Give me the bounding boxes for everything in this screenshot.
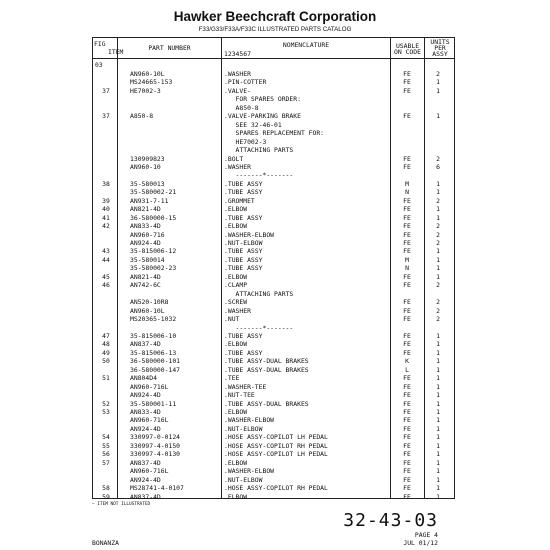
usable-on-code: FE <box>403 467 411 476</box>
nomenclature: .WASHER-ELBOW <box>224 467 275 476</box>
item-number: 37 <box>102 86 110 95</box>
item-number: 40 <box>102 205 110 214</box>
part-number: AN742-6C <box>130 281 161 290</box>
part-number: AN837-4D <box>130 458 161 467</box>
item-number: 51 <box>102 374 110 383</box>
nomenclature: .TUBE ASSY <box>224 264 263 273</box>
table-row <box>92 239 455 247</box>
item-number: 55 <box>102 441 110 450</box>
usable-on-code: FE <box>403 272 411 281</box>
part-number: AN960-10L <box>130 306 165 315</box>
usable-on-code: FE <box>403 391 411 400</box>
table-row <box>92 459 455 467</box>
table-row <box>92 247 455 255</box>
part-number: 330997-4-0130 <box>130 450 181 459</box>
usable-on-code: FE <box>403 112 411 121</box>
usable-on-code: FE <box>403 281 411 290</box>
part-number: MS28741-4-0107 <box>130 484 184 493</box>
units-per-assy: 2 <box>436 222 440 231</box>
units-per-assy: 2 <box>436 239 440 247</box>
nomenclature: .ELBOW <box>224 458 248 467</box>
table-row <box>92 391 455 399</box>
table-row <box>92 95 455 103</box>
nomenclature: .WASHER <box>224 70 251 78</box>
units-per-assy: 1 <box>436 365 440 374</box>
units-per-assy: 2 <box>436 315 440 324</box>
nomenclature: FOR SPARES ORDER: <box>224 95 301 104</box>
usable-on-code: FE <box>403 399 411 408</box>
item-number: 58 <box>102 484 110 493</box>
col-nomenclature-label: NOMENCLATURE <box>282 41 330 49</box>
nomenclature: .ELBOW <box>224 408 248 416</box>
nomenclature: .VALVE- <box>224 86 251 95</box>
table-row <box>92 146 455 154</box>
part-number: AN924-4D <box>130 424 161 433</box>
units-per-assy: 2 <box>436 196 440 205</box>
units-per-assy: 2 <box>436 230 440 239</box>
nomenclature: .GROMMET <box>224 196 255 205</box>
usable-on-code: L <box>405 365 409 374</box>
table-row <box>92 155 455 163</box>
units-per-assy: 1 <box>436 247 440 256</box>
units-per-assy: 1 <box>436 416 440 425</box>
col-item-label: ITEM <box>108 48 124 56</box>
footnote: — ITEM NOT ILLUSTRATED <box>92 502 151 507</box>
item-number: 43 <box>102 247 110 256</box>
item-number: 38 <box>102 179 110 188</box>
part-number: AN960-716L <box>130 416 169 425</box>
nomenclature: SEE 32-46-01 <box>224 120 282 129</box>
table-row <box>92 171 455 179</box>
table-row <box>92 450 455 458</box>
units-per-assy: 1 <box>436 382 440 391</box>
part-number: 35-580013 <box>130 179 165 188</box>
nomenclature: .ELBOW <box>224 205 248 214</box>
table-row <box>92 197 455 205</box>
units-per-assy: 6 <box>436 162 440 171</box>
item-number: 39 <box>102 196 110 205</box>
units-per-assy: 2 <box>436 306 440 315</box>
nomenclature: .WASHER-ELBOW <box>224 416 275 425</box>
table-row <box>92 408 455 416</box>
nomenclature: .HOSE ASSY-COPILOT RH PEDAL <box>224 441 328 450</box>
item-number: 52 <box>102 399 110 408</box>
nomenclature: .ELBOW <box>224 340 248 349</box>
usable-on-code: FE <box>403 70 411 78</box>
usable-on-code: FE <box>403 298 411 307</box>
usable-on-code: FE <box>403 239 411 247</box>
item-number: 37 <box>102 112 110 121</box>
table-row <box>92 180 455 188</box>
usable-on-code: FE <box>403 492 411 501</box>
nomenclature: .VALVE-PARKING BRAKE <box>224 112 301 121</box>
col-assy-label: ASSY <box>432 50 448 58</box>
part-number: AN924-4D <box>130 391 161 400</box>
usable-on-code: FE <box>403 154 411 163</box>
table-row <box>92 416 455 424</box>
col-per-label: PER <box>434 44 446 52</box>
part-number: AN931-7-11 <box>130 196 169 205</box>
units-per-assy: 1 <box>436 450 440 459</box>
nomenclature: .HOSE ASSY-COPILOT RH PEDAL <box>224 484 328 493</box>
aircraft-model: BONANZA <box>92 539 119 547</box>
nomenclature: .NUT-ELBOW <box>224 424 263 433</box>
table-row <box>92 78 455 86</box>
nomenclature: .SCREW <box>224 298 248 307</box>
units-per-assy: 1 <box>436 78 440 87</box>
nomenclature: .TUBE ASSY <box>224 255 263 264</box>
item-number: 57 <box>102 458 110 467</box>
item-number: 41 <box>102 213 110 222</box>
nomenclature: .WASHER <box>224 306 251 315</box>
nomenclature: .ELBOW <box>224 492 248 501</box>
item-number: 47 <box>102 331 110 340</box>
units-per-assy: 2 <box>436 70 440 78</box>
part-number: 36-580000-147 <box>130 365 181 374</box>
usable-on-code: FE <box>403 450 411 459</box>
col-part-number-label: PART NUMBER <box>148 44 191 52</box>
table-row <box>92 324 455 332</box>
nomenclature: .NUT-TEE <box>224 391 255 400</box>
usable-on-code: M <box>405 255 409 264</box>
item-number: 42 <box>102 222 110 231</box>
units-per-assy: 1 <box>436 467 440 476</box>
part-number: 330997-0-0124 <box>130 433 181 442</box>
item-number: 46 <box>102 281 110 290</box>
units-per-assy: 1 <box>436 205 440 214</box>
col-on-code-label: ON CODE <box>394 48 421 56</box>
catalog-subtitle: F33/G33/F33A/F33C ILLUSTRATED PARTS CATALOG <box>198 26 352 33</box>
units-per-assy: 1 <box>436 331 440 340</box>
usable-on-code: FE <box>403 205 411 214</box>
part-number: 35-815006-10 <box>130 331 177 340</box>
units-per-assy: 1 <box>436 408 440 416</box>
table-row <box>92 281 455 289</box>
table-row <box>92 383 455 391</box>
header-divider <box>92 58 455 59</box>
usable-on-code: FE <box>403 433 411 442</box>
nomenclature: ATTACHING PARTS <box>224 146 294 155</box>
table-row <box>92 104 455 112</box>
nomenclature: ATTACHING PARTS <box>224 289 294 298</box>
table-row <box>92 129 455 137</box>
nomenclature: .HOSE ASSY-COPILOT LH PEDAL <box>224 433 328 442</box>
part-number: AN804D4 <box>130 374 157 383</box>
part-number: 35-580002-23 <box>130 264 177 273</box>
nomenclature: .HOSE ASSY-COPILOT LH PEDAL <box>224 450 328 459</box>
item-number: 49 <box>102 348 110 357</box>
units-per-assy: 1 <box>436 374 440 383</box>
usable-on-code: FE <box>403 213 411 222</box>
units-per-assy: 1 <box>436 433 440 442</box>
col-usable-label: USABLE <box>395 42 420 50</box>
units-per-assy: 1 <box>436 484 440 493</box>
nomenclature: .TUBE ASSY-DUAL BRAKES <box>224 399 309 408</box>
col-units-label: UNITS <box>430 38 450 46</box>
item-number: 53 <box>102 408 110 416</box>
units-per-assy: 1 <box>436 112 440 121</box>
table-row <box>92 256 455 264</box>
nomenclature: .WASHER-ELBOW <box>224 230 275 239</box>
usable-on-code: FE <box>403 222 411 231</box>
table-row <box>92 433 455 441</box>
usable-on-code: FE <box>403 484 411 493</box>
item-number: 50 <box>102 357 110 366</box>
usable-on-code: FE <box>403 348 411 357</box>
units-per-assy: 1 <box>436 475 440 484</box>
units-per-assy: 1 <box>436 188 440 197</box>
part-number: AN520-10R8 <box>130 298 169 307</box>
usable-on-code: K <box>405 357 409 366</box>
nomenclature: .PIN-COTTER <box>224 78 267 87</box>
nomenclature: .TUBE ASSY <box>224 188 263 197</box>
part-number: 36-580000-101 <box>130 357 181 366</box>
document-number: 32-43-03 <box>343 510 438 531</box>
units-per-assy: 1 <box>436 213 440 222</box>
nomenclature: .TUBE ASSY <box>224 213 263 222</box>
table-row <box>92 467 455 475</box>
table-row <box>92 273 455 281</box>
nomenclature: .TUBE ASSY-DUAL BRAKES <box>224 365 309 374</box>
usable-on-code: FE <box>403 247 411 256</box>
item-number: 54 <box>102 433 110 442</box>
nomenclature: .TUBE ASSY <box>224 348 263 357</box>
usable-on-code: M <box>405 179 409 188</box>
part-number: AN960-10 <box>130 162 161 171</box>
units-per-assy: 2 <box>436 154 440 163</box>
usable-on-code: FE <box>403 331 411 340</box>
part-number: AN924-4D <box>130 239 161 247</box>
nomenclature: -------*------- <box>224 171 294 180</box>
part-number: 35-815006-13 <box>130 348 177 357</box>
units-per-assy: 1 <box>436 179 440 188</box>
nomenclature: .TUBE ASSY <box>224 331 263 340</box>
table-row <box>92 264 455 272</box>
units-per-assy: 1 <box>436 492 440 501</box>
table-row <box>92 188 455 196</box>
item-number: 44 <box>102 255 110 264</box>
table-row <box>92 484 455 492</box>
part-number: MS24665-153 <box>130 78 173 87</box>
nomenclature: A850-8 <box>224 103 259 112</box>
usable-on-code: FE <box>403 382 411 391</box>
table-row <box>92 87 455 95</box>
usable-on-code: FE <box>403 162 411 171</box>
part-number: AN960-716L <box>130 467 169 476</box>
table-row <box>92 163 455 171</box>
part-number: AN960-10L <box>130 70 165 78</box>
revision-date: JUL 01/12 <box>403 539 438 547</box>
table-row <box>92 231 455 239</box>
table-row <box>92 222 455 230</box>
usable-on-code: FE <box>403 424 411 433</box>
table-row <box>92 112 455 120</box>
table-row <box>92 374 455 382</box>
units-per-assy: 1 <box>436 340 440 349</box>
table-row <box>92 476 455 484</box>
units-per-assy: 2 <box>436 281 440 290</box>
units-per-assy: 1 <box>436 458 440 467</box>
part-number: 35-580001-11 <box>130 399 177 408</box>
usable-on-code: N <box>405 188 409 197</box>
figure-number: 03 <box>95 61 103 69</box>
item-number: 59 <box>102 492 110 501</box>
table-row <box>92 298 455 306</box>
units-per-assy: 1 <box>436 399 440 408</box>
table-row <box>92 138 455 146</box>
usable-on-code: N <box>405 264 409 273</box>
part-number: AN924-4D <box>130 475 161 484</box>
table-row <box>92 442 455 450</box>
part-number: 35-580002-21 <box>130 188 177 197</box>
table-row <box>92 315 455 323</box>
table-row <box>92 400 455 408</box>
part-number: 35-815006-12 <box>130 247 177 256</box>
units-per-assy: 1 <box>436 357 440 366</box>
table-row <box>92 357 455 365</box>
table-row <box>92 425 455 433</box>
units-per-assy: 1 <box>436 255 440 264</box>
table-row <box>92 493 455 501</box>
units-per-assy: 1 <box>436 391 440 400</box>
usable-on-code: FE <box>403 315 411 324</box>
nomenclature: .TUBE ASSY <box>224 247 263 256</box>
part-number: HE7002-3 <box>130 86 161 95</box>
nomenclature: .NUT-ELBOW <box>224 475 263 484</box>
nomenclature: -------*------- <box>224 323 294 332</box>
nomenclature: HE7002-3 <box>224 137 267 146</box>
part-number: AN960-716 <box>130 230 165 239</box>
part-number: 130909823 <box>130 154 165 163</box>
nomenclature: .NUT-ELBOW <box>224 239 263 247</box>
part-number: AN837-4D <box>130 340 161 349</box>
part-number: AN833-4D <box>130 222 161 231</box>
units-per-assy: 1 <box>436 86 440 95</box>
usable-on-code: FE <box>403 306 411 315</box>
usable-on-code: FE <box>403 86 411 95</box>
nomenclature: .TUBE ASSY <box>224 179 263 188</box>
units-per-assy: 1 <box>436 264 440 273</box>
part-number: AN837-4D <box>130 492 161 501</box>
usable-on-code: FE <box>403 230 411 239</box>
units-per-assy: 2 <box>436 298 440 307</box>
col-indent-scale: 1234567 <box>224 50 251 58</box>
nomenclature: .NUT <box>224 315 240 324</box>
part-number: AN833-4D <box>130 408 161 416</box>
part-number: 330997-4-0150 <box>130 441 181 450</box>
part-number: AN821-4D <box>130 272 161 281</box>
units-per-assy: 1 <box>436 272 440 281</box>
usable-on-code: FE <box>403 475 411 484</box>
catalog-title: Hawker Beechcraft Corporation <box>173 9 377 24</box>
table-row <box>92 205 455 213</box>
part-number: AN960-716L <box>130 382 169 391</box>
item-number: 45 <box>102 272 110 281</box>
nomenclature: .ELBOW <box>224 272 248 281</box>
table-row <box>92 214 455 222</box>
usable-on-code: FE <box>403 408 411 416</box>
usable-on-code: FE <box>403 441 411 450</box>
part-number: 36-580000-15 <box>130 213 177 222</box>
table-row <box>92 332 455 340</box>
nomenclature: .TUBE ASSY-DUAL BRAKES <box>224 357 309 366</box>
nomenclature: .WASHER <box>224 162 251 171</box>
part-number: A850-8 <box>130 112 154 121</box>
usable-on-code: FE <box>403 458 411 467</box>
table-row <box>92 70 455 78</box>
nomenclature: .TEE <box>224 374 240 383</box>
units-per-assy: 1 <box>436 424 440 433</box>
nomenclature: SPARES REPLACEMENT FOR: <box>224 129 325 138</box>
units-per-assy: 1 <box>436 348 440 357</box>
table-row <box>92 121 455 129</box>
table-row <box>92 290 455 298</box>
usable-on-code: FE <box>403 340 411 349</box>
usable-on-code: FE <box>403 196 411 205</box>
part-number: MS20365-1032 <box>130 315 177 324</box>
usable-on-code: FE <box>403 416 411 425</box>
nomenclature: .CLAMP <box>224 281 248 290</box>
table-row <box>92 349 455 357</box>
item-number: 48 <box>102 340 110 349</box>
table-row <box>92 340 455 348</box>
col-fig-label: FIG <box>94 40 106 48</box>
units-per-assy: 1 <box>436 441 440 450</box>
part-number: AN821-4D <box>130 205 161 214</box>
usable-on-code: FE <box>403 374 411 383</box>
table-row <box>92 366 455 374</box>
part-number: 35-580014 <box>130 255 165 264</box>
table-row <box>92 307 455 315</box>
page-number: PAGE 4 <box>414 531 438 539</box>
nomenclature: .WASHER-TEE <box>224 382 267 391</box>
nomenclature: .ELBOW <box>224 222 248 231</box>
item-number: 56 <box>102 450 110 459</box>
nomenclature: .BOLT <box>224 154 244 163</box>
usable-on-code: FE <box>403 78 411 87</box>
